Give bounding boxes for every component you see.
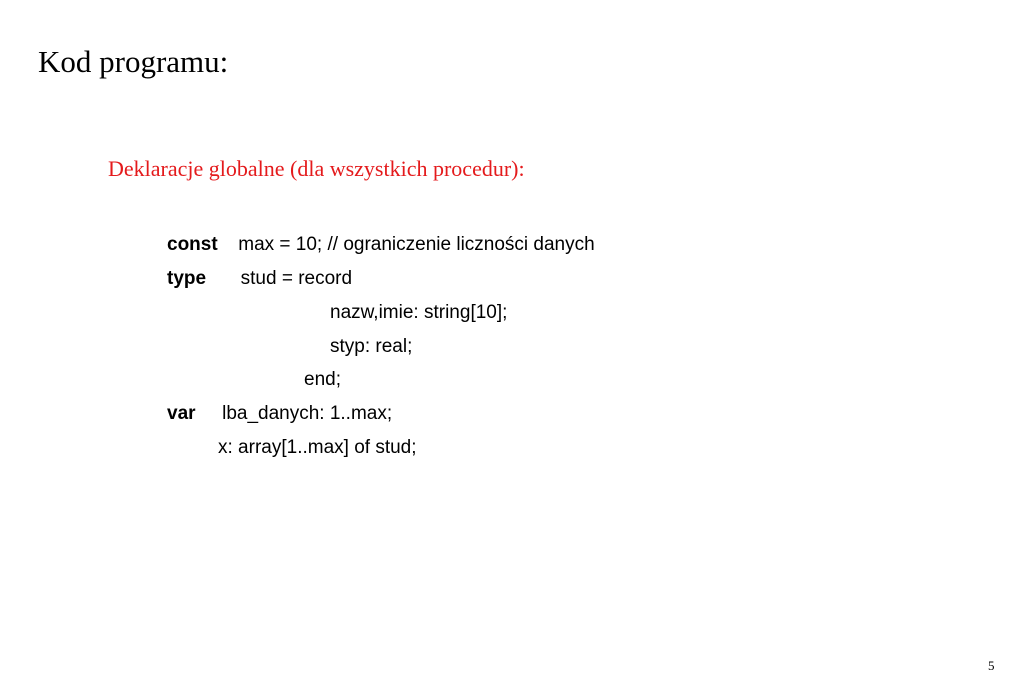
keyword-var: var <box>167 403 196 424</box>
type-declaration: stud = record <box>240 268 353 289</box>
slide-title: Kod programu: <box>38 44 229 79</box>
code-line-field-2: styp: real; <box>330 336 413 357</box>
code-line-field-1: nazw,imie: string[10]; <box>330 302 508 323</box>
code-line-var <box>167 403 392 425</box>
code-line-record-end: end; <box>304 369 341 390</box>
keyword-type: type <box>167 268 207 289</box>
var-declaration: lba_danych: 1..max; <box>222 403 393 424</box>
section-subtitle: Deklaracje globalne (dla wszystkich procedur): <box>108 156 525 181</box>
keyword-const: const <box>167 234 218 255</box>
code-line-type <box>167 268 352 290</box>
const-declaration: max = 10; // ograniczenie liczności danych <box>238 234 595 255</box>
page-number: 5 <box>988 658 995 673</box>
code-line-const <box>167 234 595 256</box>
code-line-var-2: x: array[1..max] of stud; <box>218 437 417 458</box>
